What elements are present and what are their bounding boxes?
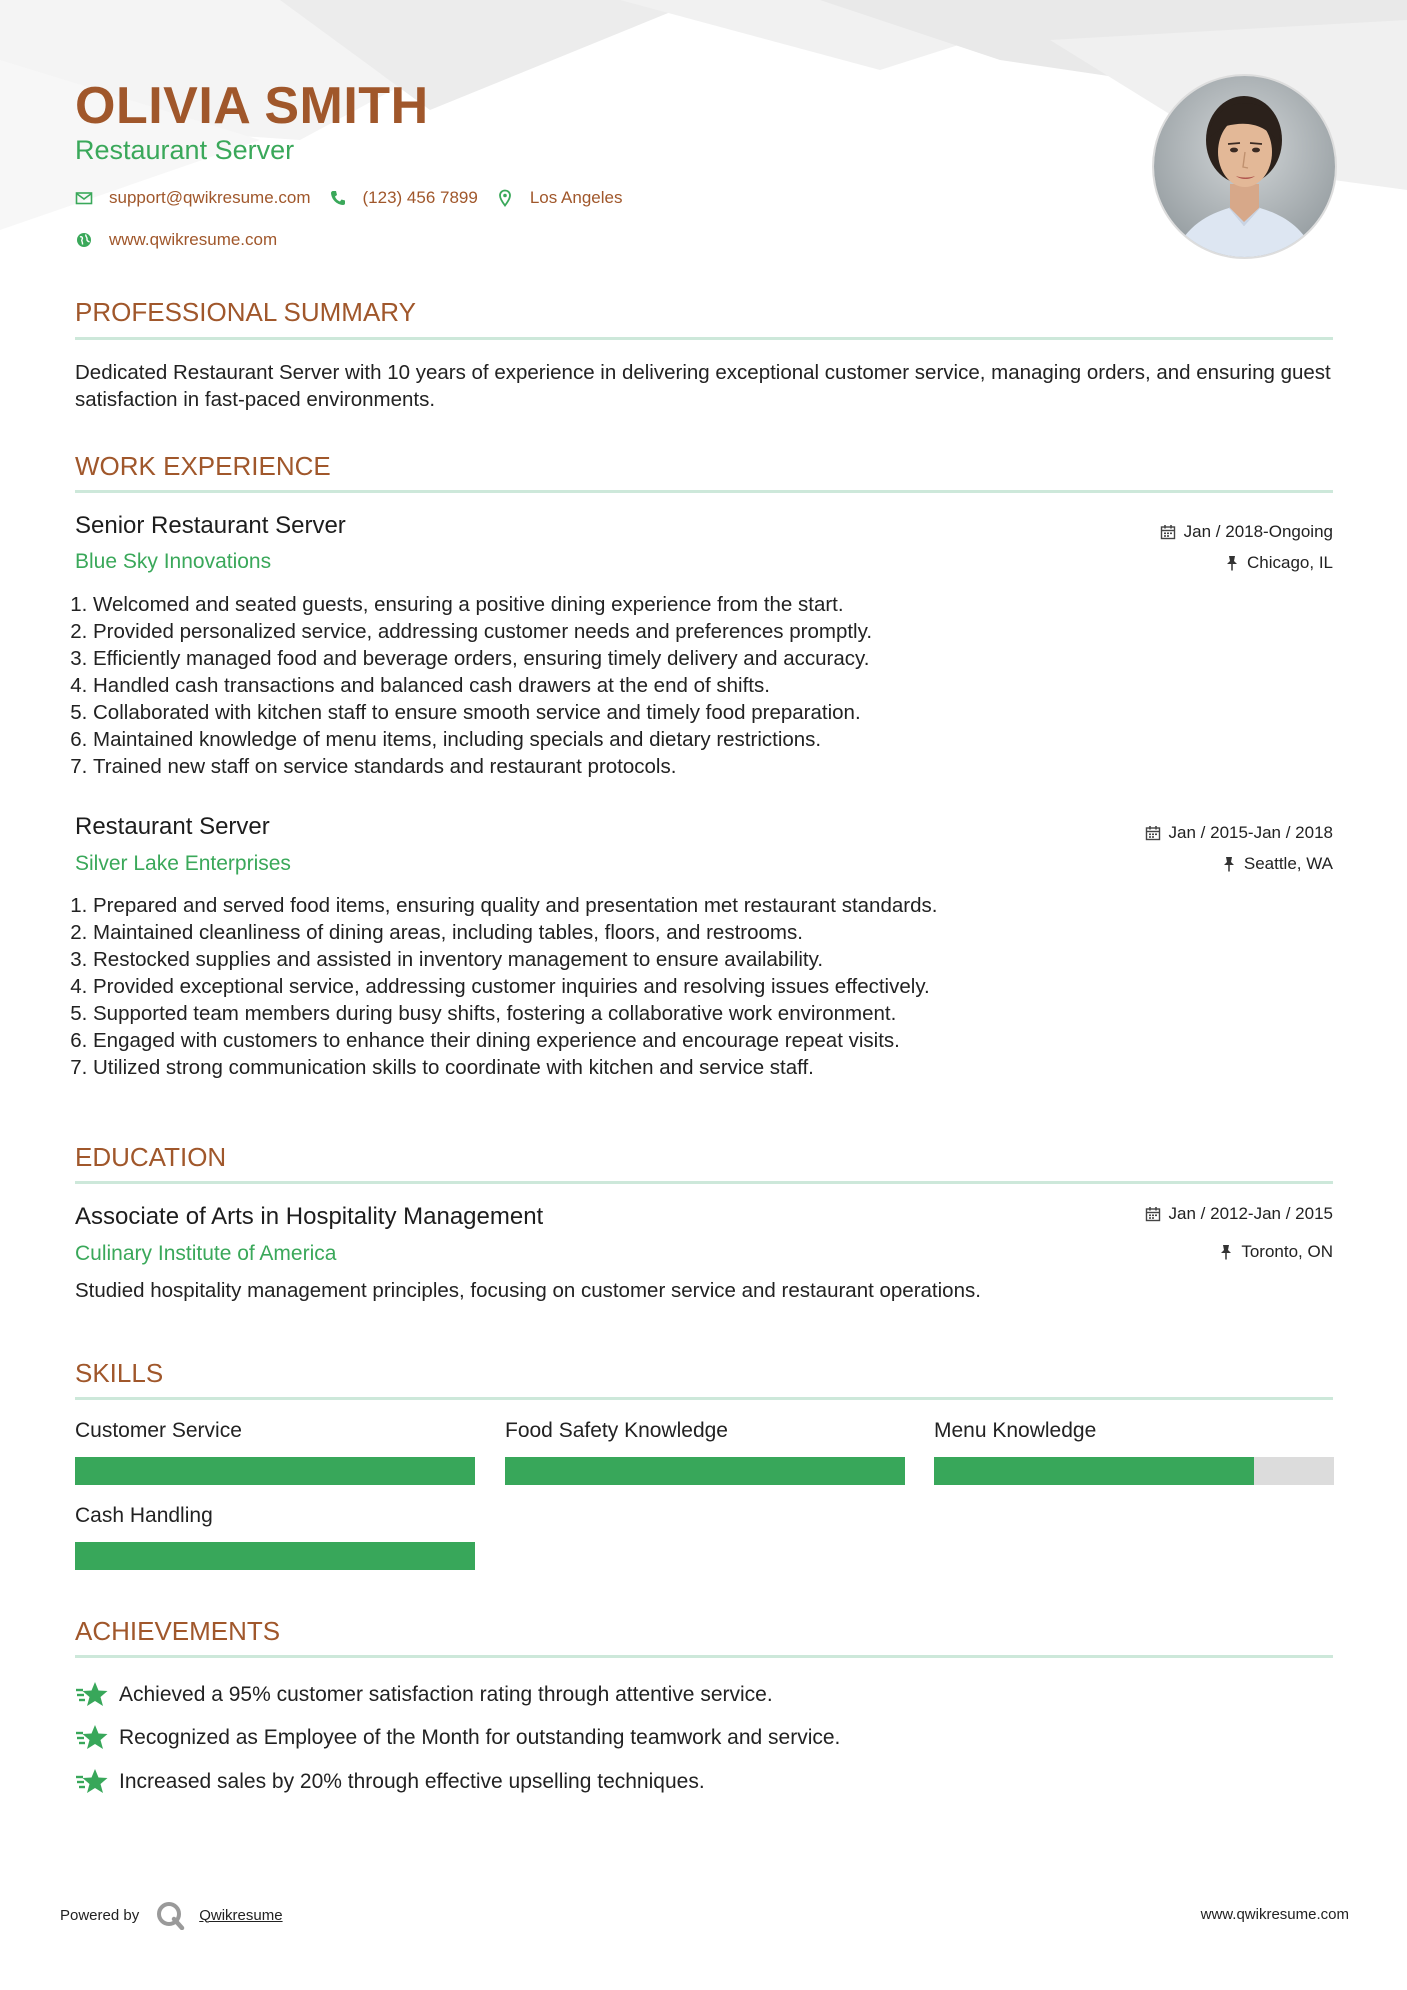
list-item: 2. Maintained cleanliness of dining areas, including tables, floors, and restrooms. bbox=[93, 919, 1333, 946]
list-item: 7. Utilized strong communication skills to coordinate with kitchen and service staff. bbox=[93, 1054, 1333, 1081]
list-item: 5. Supported team members during busy shifts, fostering a collaborative work environment. bbox=[93, 1000, 1333, 1027]
list-item: 6. Maintained knowledge of menu items, including specials and dietary restrictions. bbox=[93, 726, 1333, 753]
job-location-text: Seattle, WA bbox=[1243, 854, 1333, 873]
map-pin-icon bbox=[496, 189, 514, 207]
website-link[interactable]: www.qwikresume.com bbox=[109, 230, 278, 249]
job-dates-text: Jan / 2015-Jan / 2018 bbox=[1168, 823, 1333, 842]
calendar-icon bbox=[1145, 1206, 1161, 1222]
skills-divider bbox=[75, 1397, 1333, 1400]
phone-icon bbox=[329, 189, 347, 207]
job-location bbox=[1225, 553, 1333, 573]
skill-label: Food Safety Knowledge bbox=[505, 1419, 728, 1442]
contact-row-secondary bbox=[75, 230, 277, 250]
list-item: 3. Efficiently managed food and beverage orders, ensuring timely delivery and accuracy. bbox=[93, 645, 1333, 672]
experience-divider bbox=[75, 490, 1333, 493]
education-school: Culinary Institute of America bbox=[75, 1242, 337, 1265]
summary-text: Dedicated Restaurant Server with 10 years of experience in delivering exceptional customer service, managing orders, and ensuring guest satisfaction in fast-paced environments. bbox=[75, 361, 1331, 411]
job-title: Senior Restaurant Server bbox=[75, 512, 346, 539]
contact-row-primary bbox=[75, 188, 622, 208]
list-item: 3. Restocked supplies and assisted in inventory management to ensure availability. bbox=[93, 946, 1333, 973]
skill-bar bbox=[934, 1457, 1334, 1485]
candidate-name: OLIVIA SMITH bbox=[75, 77, 429, 135]
skill-bar bbox=[505, 1457, 905, 1485]
job-company: Blue Sky Innovations bbox=[75, 550, 272, 573]
skills-heading: SKILLS bbox=[75, 1358, 164, 1388]
powered-by-label: Powered by bbox=[60, 1906, 140, 1924]
achievement-text: Recognized as Employee of the Month for outstanding teamwork and service. bbox=[119, 1726, 841, 1749]
skill-bar-fill bbox=[75, 1457, 475, 1485]
skill-bar bbox=[75, 1542, 475, 1570]
job-location-text: Chicago, IL bbox=[1247, 553, 1333, 572]
skill-label: Customer Service bbox=[75, 1419, 242, 1442]
candidate-title: Restaurant Server bbox=[75, 135, 295, 165]
footer-website[interactable]: www.qwikresume.com bbox=[1200, 1906, 1349, 1923]
education-degree: Associate of Arts in Hospitality Management bbox=[75, 1203, 544, 1230]
education-dates-text: Jan / 2012-Jan / 2015 bbox=[1168, 1204, 1333, 1223]
profile-photo bbox=[1152, 74, 1337, 259]
achievements-divider bbox=[75, 1655, 1333, 1658]
achievement-item bbox=[75, 1767, 705, 1797]
qwikresume-logo-icon bbox=[155, 1900, 185, 1930]
skill-bar-fill bbox=[75, 1542, 475, 1570]
education-description: Studied hospitality management principles, focusing on customer service and restaurant operations. bbox=[75, 1279, 981, 1302]
job-dates bbox=[1160, 522, 1333, 542]
achievement-item bbox=[75, 1723, 840, 1753]
summary-heading: PROFESSIONAL SUMMARY bbox=[75, 297, 416, 327]
skill-bar bbox=[75, 1457, 475, 1485]
list-item: 7. Trained new staff on service standards and restaurant protocols. bbox=[93, 753, 1333, 780]
list-item: 5. Collaborated with kitchen staff to ensure smooth service and timely food preparation. bbox=[93, 699, 1333, 726]
education-heading: EDUCATION bbox=[75, 1142, 227, 1172]
phone-number: (123) 456 7899 bbox=[362, 188, 478, 207]
experience-heading: WORK EXPERIENCE bbox=[75, 451, 331, 481]
education-dates bbox=[1145, 1204, 1333, 1224]
job-responsibilities bbox=[75, 892, 1333, 1081]
qwikresume-link[interactable]: Qwikresume bbox=[199, 1906, 283, 1924]
list-item: 2. Provided personalized service, addressing customer needs and preferences promptly. bbox=[93, 618, 1333, 645]
calendar-icon bbox=[1145, 825, 1161, 841]
list-item: 4. Handled cash transactions and balanced cash drawers at the end of shifts. bbox=[93, 672, 1333, 699]
list-item: 4. Provided exceptional service, addressing customer inquiries and resolving issues effectively. bbox=[93, 973, 1333, 1000]
achievement-text: Achieved a 95% customer satisfaction rating through attentive service. bbox=[119, 1683, 773, 1706]
location-text: Los Angeles bbox=[529, 188, 623, 207]
list-item: 1. Prepared and served food items, ensuring quality and presentation met restaurant standards. bbox=[93, 892, 1333, 919]
achievements-heading: ACHIEVEMENTS bbox=[75, 1616, 281, 1646]
skill-label: Menu Knowledge bbox=[934, 1419, 1097, 1442]
list-item: 1. Welcomed and seated guests, ensuring a positive dining experience from the start. bbox=[93, 591, 1333, 618]
pushpin-icon bbox=[1222, 856, 1236, 872]
skill-bar-fill bbox=[934, 1457, 1254, 1485]
job-dates-text: Jan / 2018-Ongoing bbox=[1183, 522, 1333, 541]
footer-powered-by bbox=[60, 1900, 283, 1930]
job-responsibilities bbox=[75, 591, 1333, 780]
education-divider bbox=[75, 1181, 1333, 1184]
pushpin-icon bbox=[1225, 555, 1239, 571]
job-title: Restaurant Server bbox=[75, 813, 270, 840]
star-icon bbox=[75, 1680, 109, 1710]
job-dates bbox=[1145, 823, 1333, 843]
summary-divider bbox=[75, 337, 1333, 340]
email-icon bbox=[75, 189, 93, 207]
education-location bbox=[1219, 1242, 1333, 1262]
achievement-text: Increased sales by 20% through effective upselling techniques. bbox=[119, 1770, 705, 1793]
skill-label: Cash Handling bbox=[75, 1504, 213, 1527]
skill-bar-fill bbox=[505, 1457, 905, 1485]
calendar-icon bbox=[1160, 524, 1176, 540]
list-item: 6. Engaged with customers to enhance their dining experience and encourage repeat visits. bbox=[93, 1027, 1333, 1054]
education-location-text: Toronto, ON bbox=[1241, 1242, 1333, 1261]
job-company: Silver Lake Enterprises bbox=[75, 852, 291, 875]
achievement-item bbox=[75, 1680, 773, 1710]
pushpin-icon bbox=[1219, 1244, 1233, 1260]
job-location bbox=[1222, 854, 1333, 874]
globe-icon bbox=[75, 231, 93, 249]
email-link[interactable]: support@qwikresume.com bbox=[109, 188, 311, 207]
star-icon bbox=[75, 1767, 109, 1797]
star-icon bbox=[75, 1723, 109, 1753]
